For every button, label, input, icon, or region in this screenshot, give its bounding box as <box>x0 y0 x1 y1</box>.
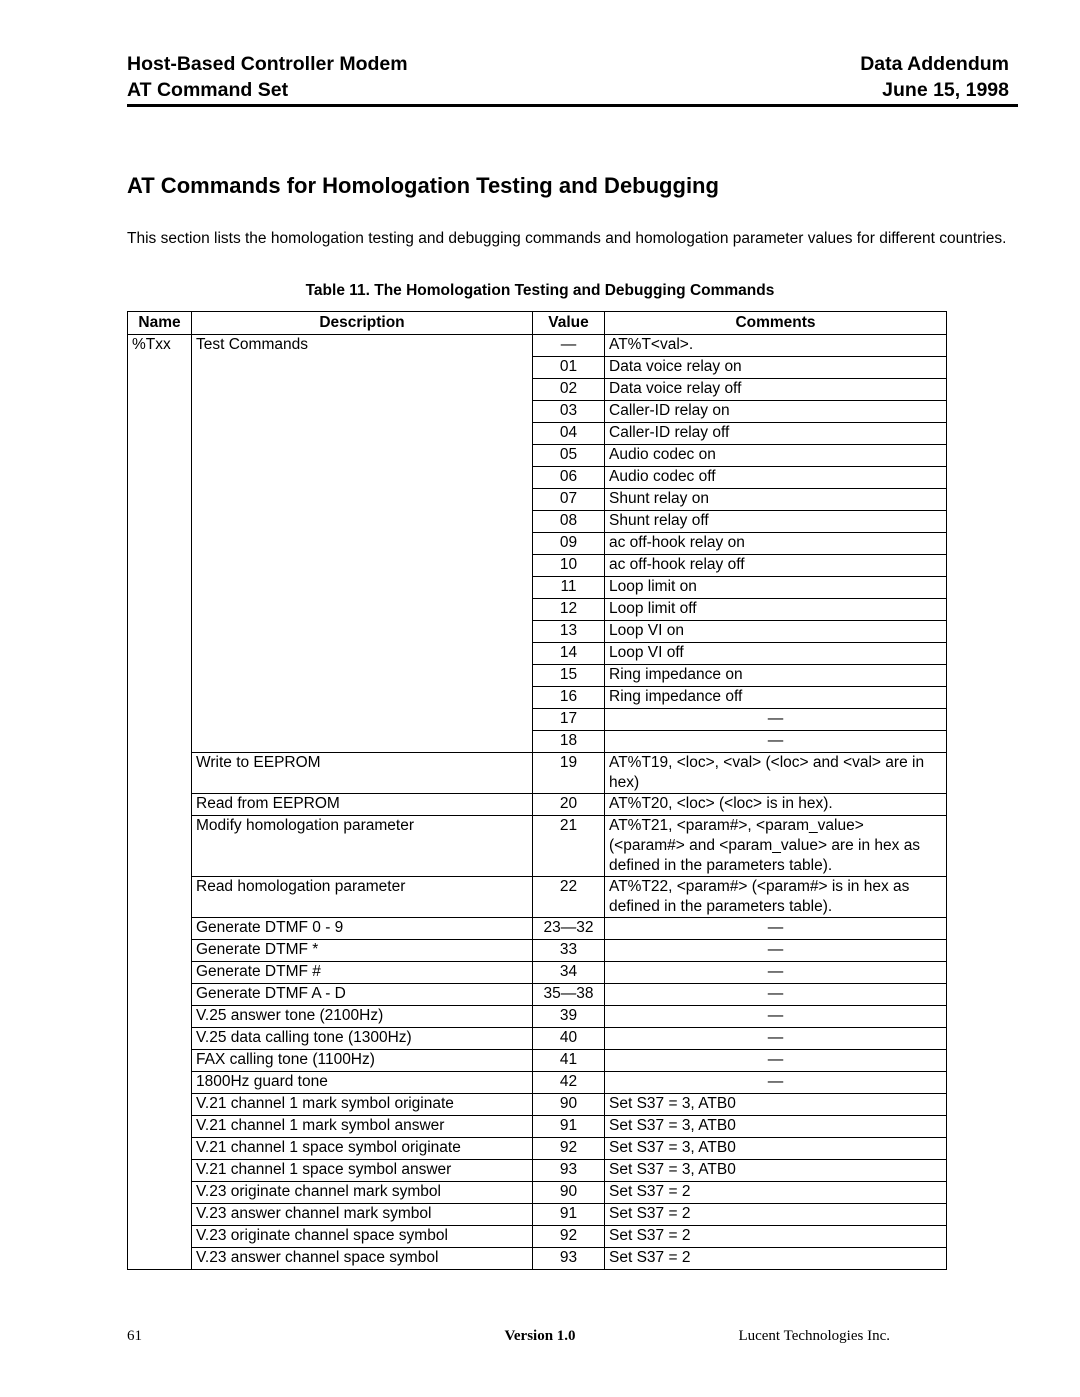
cell-name <box>128 401 192 423</box>
cell-description: V.21 channel 1 mark symbol originate <box>192 1094 533 1116</box>
table-row <box>128 357 947 379</box>
cell-value: 34 <box>533 962 605 984</box>
cell-value: 13 <box>533 621 605 643</box>
table-row <box>128 577 947 599</box>
cell-value: 01 <box>533 357 605 379</box>
cell-value: 08 <box>533 511 605 533</box>
table-row <box>128 816 947 877</box>
cell-name <box>128 599 192 621</box>
table-row <box>128 709 947 731</box>
cell-name <box>128 1138 192 1160</box>
cell-description: V.23 answer channel mark symbol <box>192 1204 533 1226</box>
doc-title: Host-Based Controller Modem <box>127 53 408 75</box>
table-row <box>128 1226 947 1248</box>
cell-description <box>192 599 533 621</box>
cell-description: FAX calling tone (1100Hz) <box>192 1050 533 1072</box>
table-row <box>128 1138 947 1160</box>
table-row <box>128 489 947 511</box>
table-row <box>128 445 947 467</box>
table-row <box>128 731 947 753</box>
cell-value: 92 <box>533 1138 605 1160</box>
cell-value: 33 <box>533 940 605 962</box>
cell-comment: Audio codec on <box>605 445 947 467</box>
cell-value: 10 <box>533 555 605 577</box>
table-row <box>128 423 947 445</box>
cell-name <box>128 1116 192 1138</box>
cell-value: 04 <box>533 423 605 445</box>
cell-comment: Set S37 = 2 <box>605 1226 947 1248</box>
cell-name <box>128 794 192 816</box>
table-row <box>128 401 947 423</box>
cell-description <box>192 511 533 533</box>
cell-value: 23—32 <box>533 918 605 940</box>
cell-name <box>128 577 192 599</box>
cell-description <box>192 621 533 643</box>
table-row <box>128 1028 947 1050</box>
table-body <box>128 335 947 1270</box>
table-row <box>128 962 947 984</box>
col-header-value: Value <box>533 312 605 335</box>
cell-description: V.23 answer channel space symbol <box>192 1248 533 1270</box>
cell-comment: AT%T20, <loc> (<loc> is in hex). <box>605 794 947 816</box>
cell-description: V.23 originate channel space symbol <box>192 1226 533 1248</box>
table-row <box>128 753 947 794</box>
cell-value: 22 <box>533 877 605 918</box>
cell-value: 03 <box>533 401 605 423</box>
cell-value: 17 <box>533 709 605 731</box>
cell-value: 02 <box>533 379 605 401</box>
cell-comment: — <box>605 1006 947 1028</box>
table-row <box>128 1006 947 1028</box>
cell-comment: Loop limit on <box>605 577 947 599</box>
cell-value: 12 <box>533 599 605 621</box>
cell-name <box>128 1160 192 1182</box>
table-row <box>128 1204 947 1226</box>
cell-name <box>128 687 192 709</box>
cell-name <box>128 918 192 940</box>
cell-comment: Loop VI off <box>605 643 947 665</box>
cell-name <box>128 1028 192 1050</box>
table-row <box>128 467 947 489</box>
cell-name <box>128 731 192 753</box>
cell-comment: AT%T19, <loc>, <val> (<loc> and <val> are in hex) <box>605 753 947 794</box>
cell-comment: Set S37 = 2 <box>605 1248 947 1270</box>
cell-value: 93 <box>533 1160 605 1182</box>
table-row <box>128 335 947 357</box>
cell-description: Read homologation parameter <box>192 877 533 918</box>
cell-name <box>128 1094 192 1116</box>
table-row <box>128 1094 947 1116</box>
cell-name <box>128 877 192 918</box>
cell-value: 42 <box>533 1072 605 1094</box>
cell-value: 20 <box>533 794 605 816</box>
cell-description: Generate DTMF * <box>192 940 533 962</box>
cell-name <box>128 1006 192 1028</box>
cell-description: Generate DTMF A - D <box>192 984 533 1006</box>
table-row <box>128 555 947 577</box>
cell-value: 15 <box>533 665 605 687</box>
cell-description: V.25 answer tone (2100Hz) <box>192 1006 533 1028</box>
cell-comment: Caller-ID relay on <box>605 401 947 423</box>
cell-description <box>192 423 533 445</box>
cell-value: — <box>533 335 605 357</box>
company-name: Lucent Technologies Inc. <box>738 1328 890 1344</box>
cell-description: Write to EEPROM <box>192 753 533 794</box>
cell-name <box>128 1182 192 1204</box>
cell-value: 41 <box>533 1050 605 1072</box>
section-title: AT Commands for Homologation Testing and Debugging <box>127 173 719 198</box>
table-row <box>128 599 947 621</box>
cell-comment: Ring impedance off <box>605 687 947 709</box>
table-row <box>128 511 947 533</box>
cell-value: 90 <box>533 1094 605 1116</box>
cell-value: 92 <box>533 1226 605 1248</box>
table-row <box>128 984 947 1006</box>
cell-comment: Caller-ID relay off <box>605 423 947 445</box>
version-label: Version 1.0 <box>504 1328 576 1344</box>
table-row <box>128 621 947 643</box>
table-caption: Table 11. The Homologation Testing and Debugging Commands <box>305 282 775 299</box>
cell-description: Generate DTMF # <box>192 962 533 984</box>
doc-subtitle: AT Command Set <box>127 79 289 101</box>
cell-description <box>192 555 533 577</box>
cell-description: V.21 channel 1 mark symbol answer <box>192 1116 533 1138</box>
cell-description <box>192 401 533 423</box>
cell-comment: — <box>605 962 947 984</box>
cell-description <box>192 445 533 467</box>
cell-description <box>192 357 533 379</box>
table-row <box>128 1248 947 1270</box>
cell-comment: — <box>605 709 947 731</box>
cell-value: 19 <box>533 753 605 794</box>
cell-comment: AT%T21, <param#>, <param_value> (<param#> and <param_value> are in hex as defined in the parameters table). <box>605 816 947 877</box>
cell-name <box>128 816 192 877</box>
cell-name <box>128 379 192 401</box>
cell-name <box>128 643 192 665</box>
cell-comment: Set S37 = 2 <box>605 1204 947 1226</box>
doc-type: Data Addendum <box>860 53 1009 75</box>
cell-description: V.21 channel 1 space symbol originate <box>192 1138 533 1160</box>
cell-name <box>128 962 192 984</box>
table-row <box>128 687 947 709</box>
cell-name <box>128 665 192 687</box>
cell-comment: Audio codec off <box>605 467 947 489</box>
table-header-row <box>128 312 947 335</box>
cell-value: 05 <box>533 445 605 467</box>
cell-name <box>128 467 192 489</box>
cell-comment: Data voice relay off <box>605 379 947 401</box>
table-row <box>128 877 947 918</box>
cell-description <box>192 665 533 687</box>
cell-comment: Shunt relay on <box>605 489 947 511</box>
table-row <box>128 1116 947 1138</box>
cell-name <box>128 709 192 731</box>
table-row <box>128 533 947 555</box>
cell-comment: Data voice relay on <box>605 357 947 379</box>
table-row <box>128 1182 947 1204</box>
cell-comment: ac off-hook relay off <box>605 555 947 577</box>
cell-comment: Loop limit off <box>605 599 947 621</box>
table-row <box>128 940 947 962</box>
table-row <box>128 643 947 665</box>
cell-comment: Set S37 = 3, ATB0 <box>605 1160 947 1182</box>
cell-name <box>128 357 192 379</box>
cell-description <box>192 731 533 753</box>
cell-value: 93 <box>533 1248 605 1270</box>
cell-description <box>192 643 533 665</box>
cell-value: 40 <box>533 1028 605 1050</box>
cell-value: 07 <box>533 489 605 511</box>
cell-name <box>128 753 192 794</box>
cell-description: V.21 channel 1 space symbol answer <box>192 1160 533 1182</box>
cell-name <box>128 940 192 962</box>
cell-name <box>128 1226 192 1248</box>
col-header-comments: Comments <box>605 312 947 335</box>
cell-name <box>128 1204 192 1226</box>
cell-comment: AT%T<val>. <box>605 335 947 357</box>
cell-value: 09 <box>533 533 605 555</box>
cell-comment: Shunt relay off <box>605 511 947 533</box>
table-row <box>128 794 947 816</box>
cell-comment: — <box>605 984 947 1006</box>
cell-description <box>192 709 533 731</box>
cell-value: 14 <box>533 643 605 665</box>
cell-comment: Loop VI on <box>605 621 947 643</box>
cell-description <box>192 379 533 401</box>
cell-comment: — <box>605 1028 947 1050</box>
table-row <box>128 918 947 940</box>
cell-value: 90 <box>533 1182 605 1204</box>
cell-comment: ac off-hook relay on <box>605 533 947 555</box>
cell-comment: Set S37 = 2 <box>605 1182 947 1204</box>
cell-name <box>128 489 192 511</box>
cell-comment: — <box>605 1050 947 1072</box>
cell-description: Generate DTMF 0 - 9 <box>192 918 533 940</box>
cell-name <box>128 445 192 467</box>
cell-name <box>128 621 192 643</box>
col-header-description: Description <box>192 312 533 335</box>
cell-name <box>128 1248 192 1270</box>
table-row <box>128 1072 947 1094</box>
page-number: 61 <box>127 1328 142 1344</box>
cell-comment: Ring impedance on <box>605 665 947 687</box>
cell-value: 39 <box>533 1006 605 1028</box>
col-header-name: Name <box>128 312 192 335</box>
doc-date: June 15, 1998 <box>882 79 1009 101</box>
cell-comment: Set S37 = 3, ATB0 <box>605 1138 947 1160</box>
cell-description <box>192 489 533 511</box>
cell-description: Read from EEPROM <box>192 794 533 816</box>
table-row <box>128 665 947 687</box>
cell-value: 18 <box>533 731 605 753</box>
cell-description: Test Commands <box>192 335 533 357</box>
cell-description: Modify homologation parameter <box>192 816 533 877</box>
cell-value: 91 <box>533 1204 605 1226</box>
table-row <box>128 1160 947 1182</box>
table-row <box>128 1050 947 1072</box>
cell-value: 11 <box>533 577 605 599</box>
cell-description: V.23 originate channel mark symbol <box>192 1182 533 1204</box>
cell-value: 21 <box>533 816 605 877</box>
cell-description: V.25 data calling tone (1300Hz) <box>192 1028 533 1050</box>
cell-value: 16 <box>533 687 605 709</box>
cell-name <box>128 1050 192 1072</box>
cell-description <box>192 687 533 709</box>
cell-comment: — <box>605 1072 947 1094</box>
cell-value: 35—38 <box>533 984 605 1006</box>
cell-comment: — <box>605 731 947 753</box>
cell-name <box>128 555 192 577</box>
cell-description <box>192 467 533 489</box>
cell-comment: Set S37 = 3, ATB0 <box>605 1116 947 1138</box>
cell-comment: — <box>605 918 947 940</box>
cell-name <box>128 511 192 533</box>
cell-name <box>128 984 192 1006</box>
cell-description <box>192 533 533 555</box>
cell-name: %Txx <box>128 335 192 357</box>
cell-comment: AT%T22, <param#> (<param#> is in hex as defined in the parameters table). <box>605 877 947 918</box>
cell-name <box>128 1072 192 1094</box>
cell-value: 06 <box>533 467 605 489</box>
cell-description <box>192 577 533 599</box>
intro-paragraph: This section lists the homologation testing and debugging commands and homologation parameter values for different countries. <box>127 230 1007 247</box>
cell-value: 91 <box>533 1116 605 1138</box>
table-row <box>128 379 947 401</box>
cell-name <box>128 423 192 445</box>
cell-description: 1800Hz guard tone <box>192 1072 533 1094</box>
cell-comment: Set S37 = 3, ATB0 <box>605 1094 947 1116</box>
header-rule <box>127 104 1018 107</box>
cell-name <box>128 533 192 555</box>
cell-comment: — <box>605 940 947 962</box>
commands-table <box>127 311 947 1270</box>
